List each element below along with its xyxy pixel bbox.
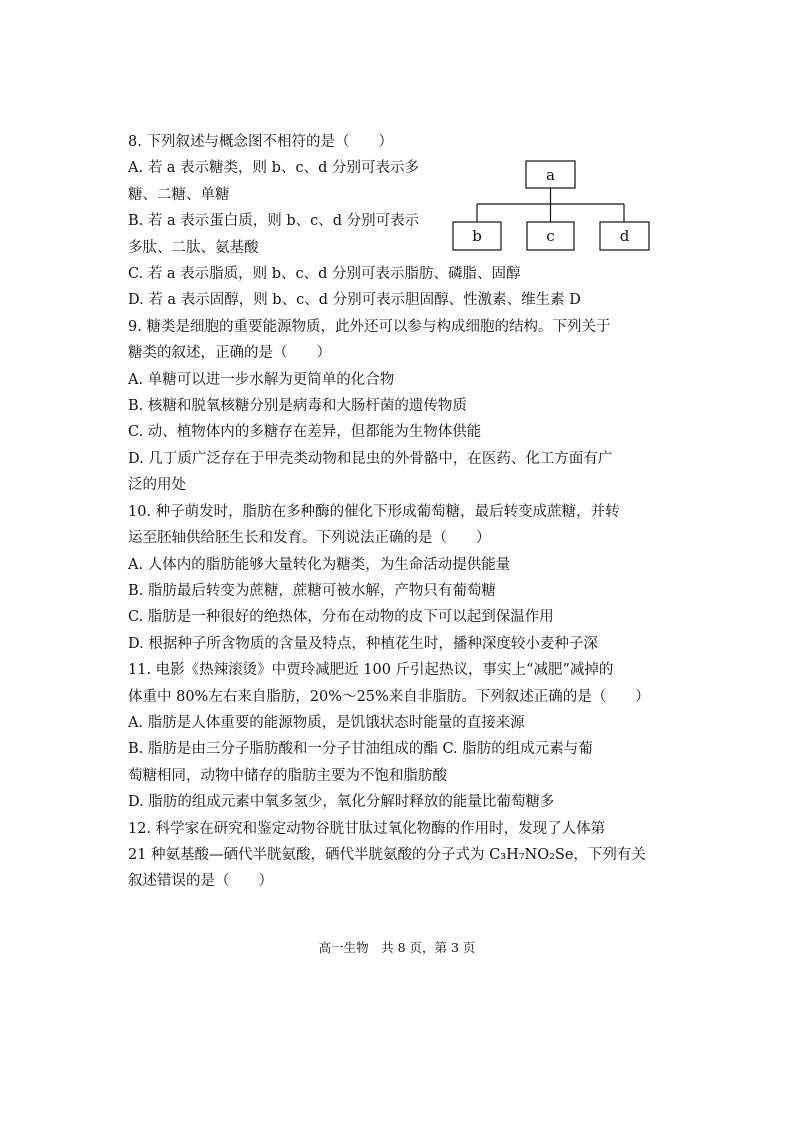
q10-option-a: A. 人体内的脂肪能够大量转化为糖类，为生命活动提供能量 [128, 556, 511, 573]
q11-stem-line2: 体重中 80%左右来自脂肪，20%～25%来自非脂肪。下列叙述正确的是（ ） [128, 688, 650, 705]
q8-option-b-line2: 多肽、二肽、氨基酸 [128, 239, 259, 256]
q10-stem-line2: 运至胚轴供给胚生长和发育。下列说法正确的是（ ） [128, 530, 491, 547]
q8-option-d: D. 若 a 表示固醇，则 b、c、d 分别可表示胆固醇、性激素、维生素 D [128, 292, 581, 309]
diagram-label-b: b [472, 227, 482, 245]
q11-option-bc-line2: 萄糖相同，动物中储存的脂肪主要为不饱和脂肪酸 [128, 767, 447, 784]
q11-option-a: A. 脂肪是人体重要的能源物质，是饥饿状态时能量的直接来源 [128, 714, 525, 731]
q10-option-c: C. 脂肪是一种很好的绝热体，分布在动物的皮下可以起到保温作用 [128, 609, 554, 626]
q9-option-d-line2: 泛的用处 [128, 477, 186, 494]
q9-stem-line2: 糖类的叙述，正确的是（ ） [128, 345, 331, 362]
concept-map-diagram [452, 160, 662, 255]
q8-option-a-line2: 糖、二糖、单糖 [128, 186, 230, 203]
page-footer: 高一生物 共 8 页，第 3 页 [318, 940, 476, 955]
q8-option-b-line1: B. 若 a 表示蛋白质，则 b、c、d 分别可表示 [128, 213, 420, 230]
q11-option-d: D. 脂肪的组成元素中氧多氢少，氧化分解时释放的能量比葡萄糖多 [128, 794, 555, 811]
q9-option-d-line1: D. 几丁质广泛存在于甲壳类动物和昆虫的外骨骼中，在医药、化工方面有广 [128, 450, 613, 467]
q8-stem: 8. 下列叙述与概念图不相符的是（ ） [128, 134, 393, 150]
q10-option-b: B. 脂肪最后转变为蔗糖，蔗糖可被水解，产物只有葡萄糖 [128, 582, 496, 599]
q12-stem-line2: 21 种氨基酸—硒代半胱氨酸，硒代半胱氨酸的分子式为 C₃H₇NO₂Se，下列有关 [128, 846, 646, 863]
diagram-label-a: a [546, 166, 555, 184]
q12-stem-line3: 叙述错误的是（ ） [128, 873, 273, 890]
q9-stem-line1: 9. 糖类是细胞的重要能源物质，此外还可以参与构成细胞的结构。下列关于 [128, 318, 611, 335]
q12-stem-line1: 12. 科学家在研究和鉴定动物谷胱甘肽过氧化物酶的作用时，发现了人体第 [128, 820, 606, 837]
q9-option-b: B. 核糖和脱氧核糖分别是病毒和大肠杆菌的遗传物质 [128, 398, 467, 415]
q9-option-a: A. 单糖可以进一步水解为更简单的化合物 [128, 371, 395, 388]
q9-option-c: C. 动、植物体内的多糖存在差异，但都能为生物体供能 [128, 424, 482, 441]
diagram-label-d: d [619, 227, 630, 245]
q8-option-a-line1: A. 若 a 表示糖类，则 b、c、d 分别可表示多 [128, 160, 419, 177]
q8-option-c: C. 若 a 表示脂质，则 b、c、d 分别可表示脂肪、磷脂、固醇 [128, 266, 521, 283]
q11-option-bc-line1: B. 脂肪是由三分子脂肪酸和一分子甘油组成的酯 C. 脂肪的组成元素与葡 [128, 741, 593, 758]
q11-stem-line1: 11. 电影《热辣滚烫》中贾玲减肥近 100 斤引起热议，事实上“减肥”减掉的 [128, 662, 614, 679]
diagram-label-c: c [546, 227, 555, 245]
q10-stem-line1: 10. 种子萌发时，脂肪在多种酶的催化下形成葡萄糖，最后转变成蔗糖，并转 [128, 503, 620, 520]
q10-option-d: D. 根据种子所含物质的含量及特点，种植花生时，播种深度较小麦种子深 [128, 635, 598, 652]
